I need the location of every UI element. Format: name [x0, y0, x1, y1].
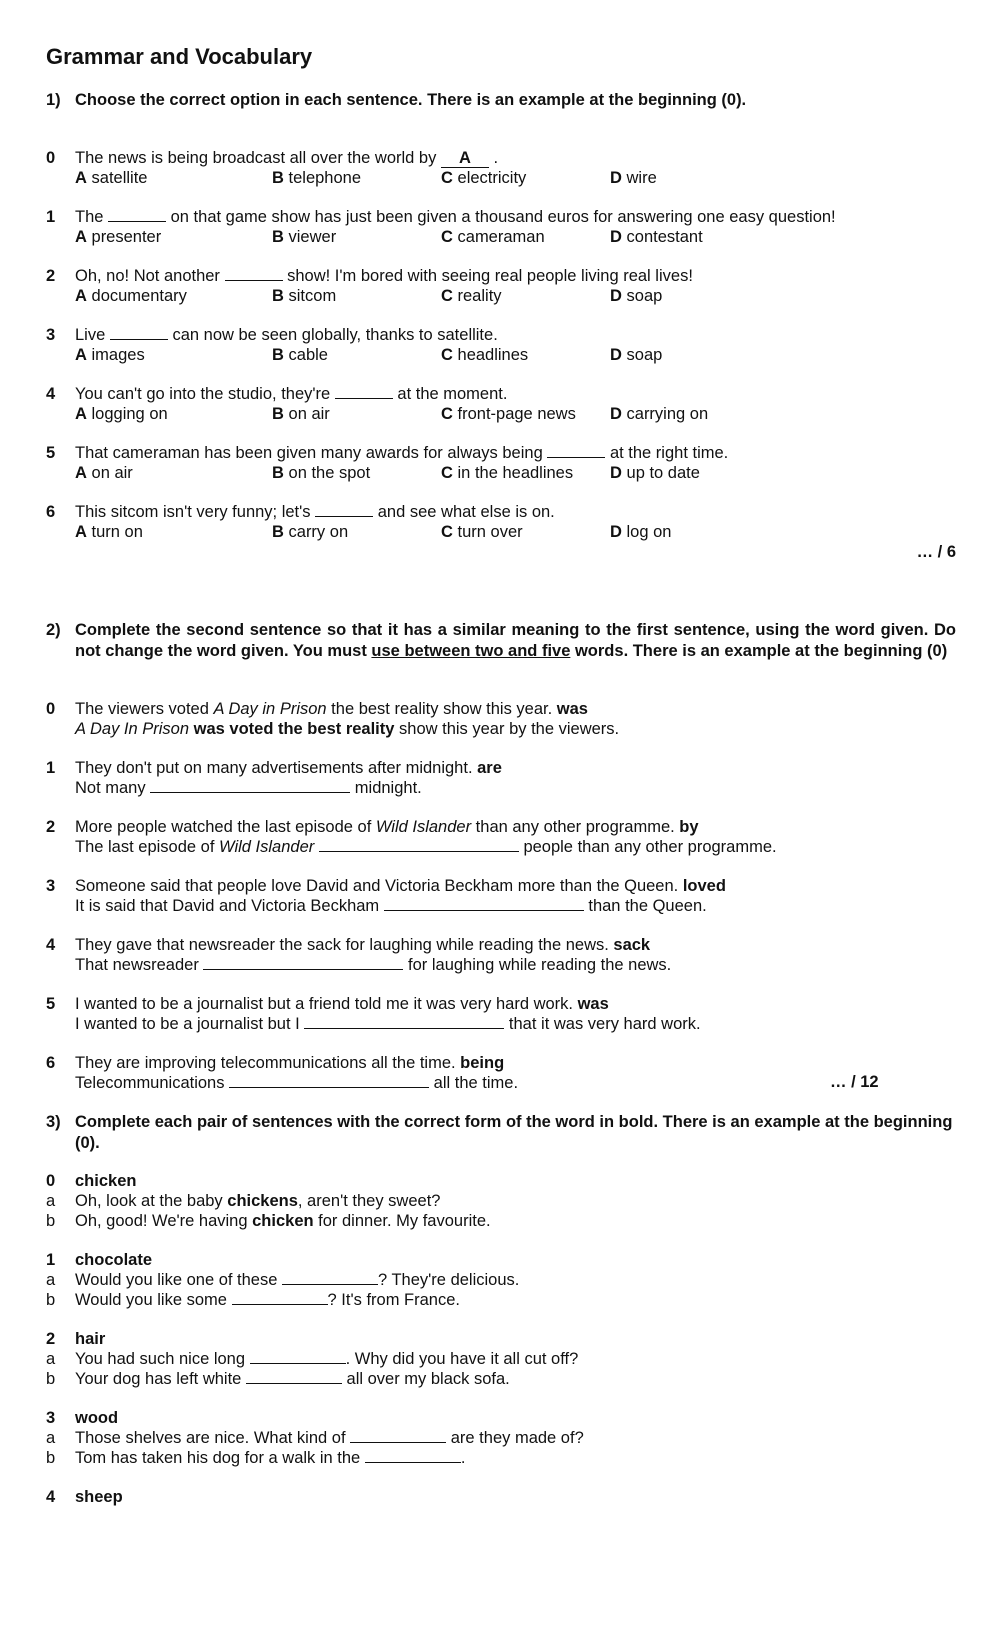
answer-blank[interactable]	[229, 1073, 429, 1088]
answer-blank[interactable]	[319, 837, 519, 852]
option-b[interactable]: B carry on	[272, 523, 349, 541]
section2-score: … / 12	[830, 1073, 879, 1091]
option-b[interactable]: B on air	[272, 405, 330, 423]
answer-blank[interactable]	[250, 1349, 346, 1364]
option-d[interactable]: D soap	[610, 287, 663, 305]
option-c[interactable]: C electricity	[441, 169, 527, 187]
answer-blank[interactable]	[110, 325, 168, 340]
answer-blank[interactable]	[203, 955, 403, 970]
answer-blank[interactable]	[365, 1448, 461, 1463]
answer-blank[interactable]	[150, 778, 350, 793]
option-b[interactable]: B cable	[272, 346, 328, 364]
answer-blank[interactable]	[108, 207, 166, 222]
option-b[interactable]: B on the spot	[272, 464, 371, 482]
option-a[interactable]: A turn on	[75, 523, 143, 541]
answer-blank[interactable]	[350, 1428, 446, 1443]
answer-blank[interactable]	[225, 266, 283, 281]
option-d[interactable]: D log on	[610, 523, 672, 541]
option-a[interactable]: A satellite	[75, 169, 148, 187]
option-c[interactable]: C cameraman	[441, 228, 545, 246]
answer-blank[interactable]	[246, 1369, 342, 1384]
option-c[interactable]: C reality	[441, 287, 502, 305]
answer-blank[interactable]	[547, 443, 605, 458]
option-d[interactable]: D contestant	[610, 228, 703, 246]
option-b[interactable]: B viewer	[272, 228, 337, 246]
option-a[interactable]: A images	[75, 346, 145, 364]
section1-score: … / 6	[916, 543, 956, 561]
answer-blank[interactable]	[282, 1270, 378, 1285]
option-a[interactable]: A presenter	[75, 228, 162, 246]
option-d[interactable]: D wire	[610, 169, 657, 187]
option-c[interactable]: C turn over	[441, 523, 523, 541]
option-a[interactable]: A logging on	[75, 405, 168, 423]
answer-blank[interactable]	[384, 896, 584, 911]
option-a[interactable]: A documentary	[75, 287, 187, 305]
option-b[interactable]: B telephone	[272, 169, 362, 187]
option-d[interactable]: D up to date	[610, 464, 700, 482]
answer-blank[interactable]	[304, 1014, 504, 1029]
answer-blank[interactable]	[232, 1290, 328, 1305]
option-d[interactable]: D carrying on	[610, 405, 709, 423]
option-c[interactable]: C in the headlines	[441, 464, 574, 482]
page-title: Grammar and Vocabulary	[46, 44, 313, 69]
option-d[interactable]: D soap	[610, 346, 663, 364]
answer-blank[interactable]	[315, 502, 373, 517]
example-answer: A	[441, 150, 489, 168]
option-c[interactable]: C headlines	[441, 346, 529, 364]
option-a[interactable]: A on air	[75, 464, 133, 482]
answer-blank[interactable]	[335, 384, 393, 399]
option-b[interactable]: B sitcom	[272, 287, 337, 305]
option-c[interactable]: C front-page news	[441, 405, 576, 423]
